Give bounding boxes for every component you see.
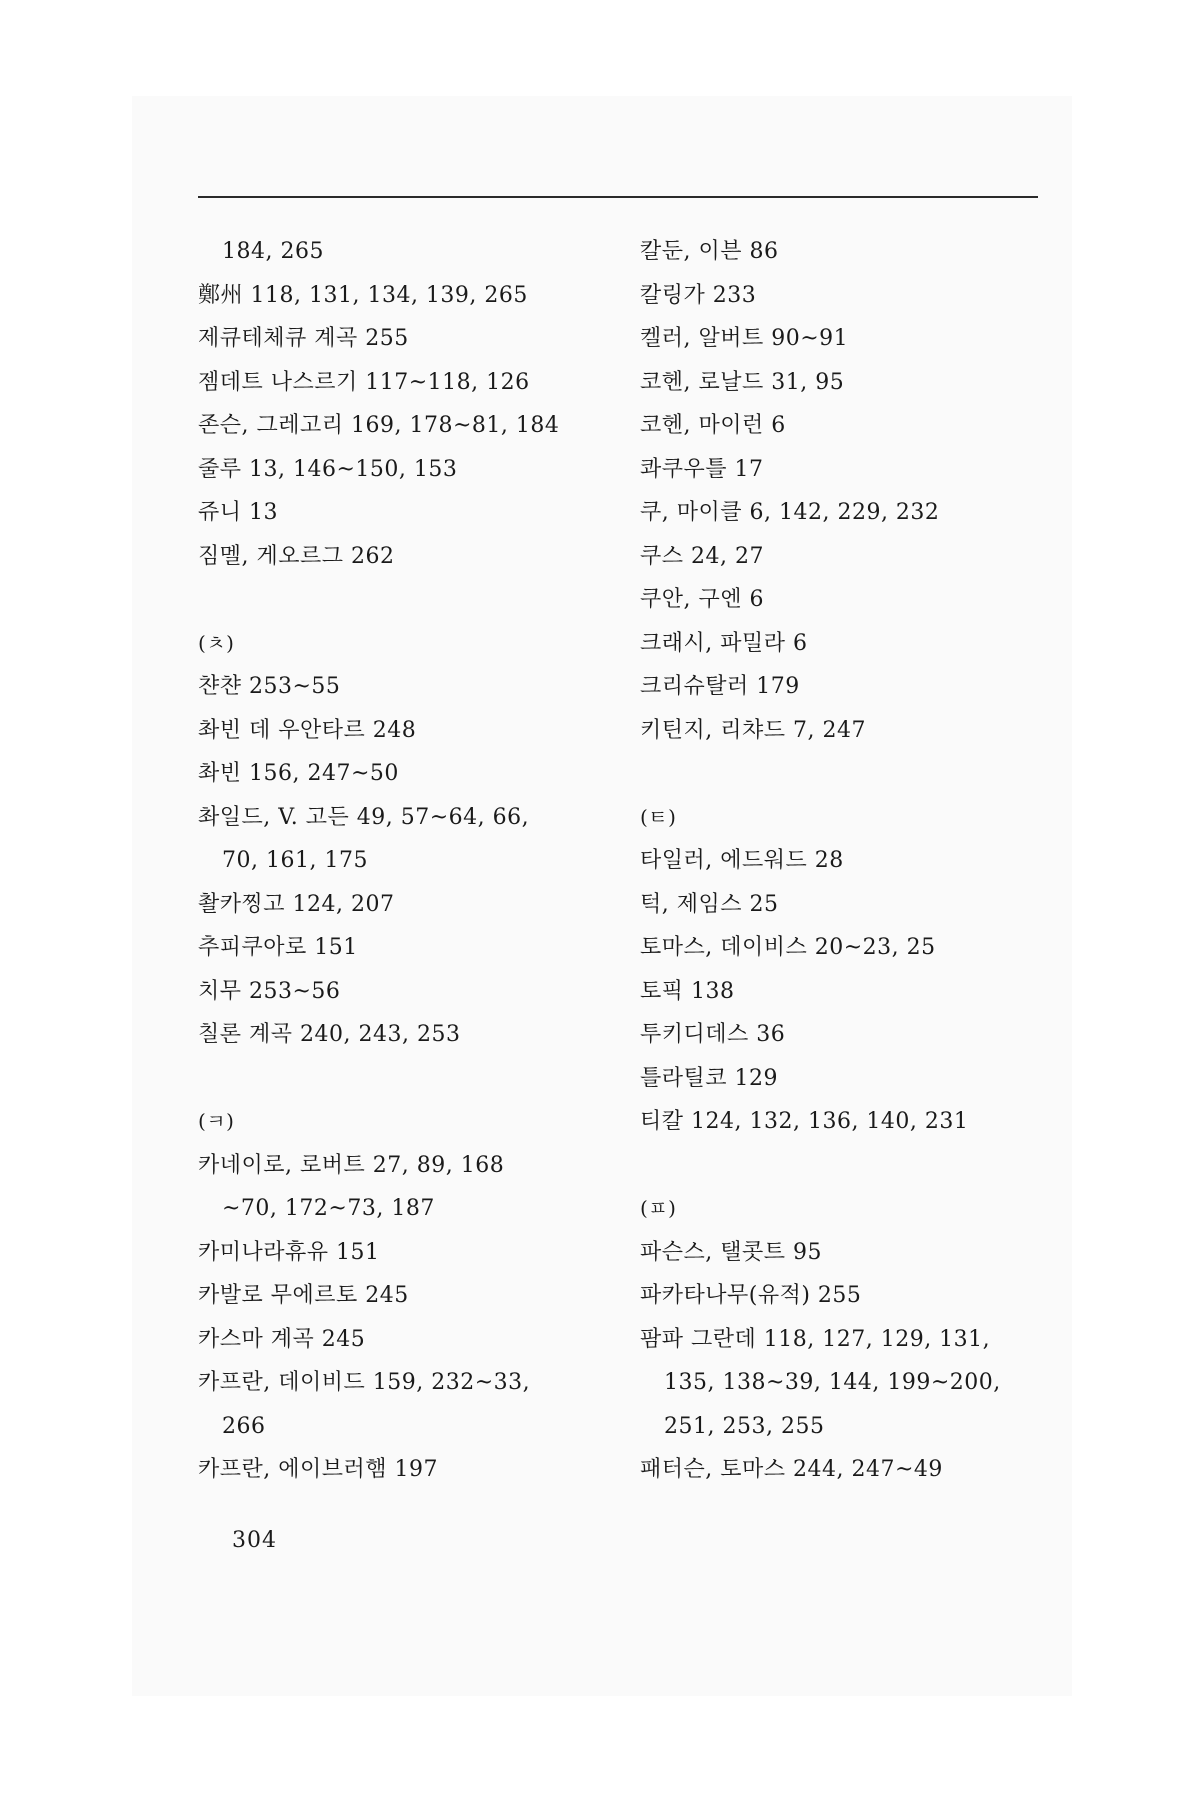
index-entry: 코헨, 로날드 31, 95: [640, 369, 845, 395]
index-entry: 카발로 무에르토 245: [198, 1283, 409, 1308]
index-entry: 70, 161, 175: [222, 848, 368, 873]
index-entry: 토픽 138: [640, 978, 735, 1004]
index-entry: 鄭州 118, 131, 134, 139, 265: [198, 282, 528, 308]
index-entry: 줄루 13, 146~150, 153: [198, 456, 458, 482]
index-entry: 쿠스 24, 27: [640, 543, 764, 569]
index-entry: 치무 253~56: [198, 978, 341, 1004]
index-entry: 키틴지, 리챠드 7, 247: [640, 717, 866, 743]
index-entry: 틀라틸코 129: [640, 1065, 778, 1091]
index-entry: 팜파 그란데 118, 127, 129, 131,: [640, 1326, 991, 1352]
index-entry: 쥬니 13: [198, 500, 278, 525]
index-entry: 촤일드, V. 고든 49, 57~64, 66,: [198, 804, 530, 830]
section-header: (ㅊ): [198, 630, 235, 655]
index-entry: 크리슈탈러 179: [640, 674, 800, 699]
index-column-right: [640, 230, 1060, 1492]
index-entry: 존슨, 그레고리 169, 178~81, 184: [198, 413, 560, 438]
page-number: 304: [232, 1528, 277, 1553]
index-entry: 카프란, 에이브러햄 197: [198, 1457, 438, 1482]
index-entry: 쿠, 마이클 6, 142, 229, 232: [640, 500, 940, 525]
index-entry: 쿠안, 구엔 6: [640, 587, 764, 612]
index-entry: 카스마 계곡 245: [198, 1326, 366, 1352]
index-column-left: [198, 230, 618, 1492]
top-rule: [198, 196, 1038, 198]
index-entry: 패터슨, 토마스 244, 247~49: [640, 1457, 943, 1482]
index-entry: 칠론 계곡 240, 243, 253: [198, 1022, 461, 1047]
index-entry: 턱, 제임스 25: [640, 891, 779, 917]
spacer: [198, 1057, 618, 1101]
index-entry: 칼둔, 이븐 86: [640, 239, 779, 264]
index-entry: 크래시, 파밀라 6: [640, 630, 808, 656]
index-entry: 촤빈 데 우안타르 248: [198, 717, 417, 743]
index-entry: 제큐테체큐 계곡 255: [198, 326, 409, 351]
index-entry: 251, 253, 255: [664, 1413, 825, 1439]
index-entry: 칼링가 233: [640, 282, 757, 308]
index-entry: 촬카찡고 124, 207: [198, 891, 395, 917]
index-entry: 토마스, 데이비스 20~23, 25: [640, 935, 936, 960]
index-entry: 챤챤 253~55: [198, 674, 341, 699]
index-entry: 젬데트 나스르기 117~118, 126: [198, 369, 530, 395]
spacer: [640, 1144, 1060, 1188]
spacer: [198, 578, 618, 622]
index-entry: 콰쿠우틀 17: [640, 456, 764, 482]
index-entry: 266: [222, 1413, 266, 1439]
index-entry: 184, 265: [222, 239, 324, 264]
spacer: [640, 752, 1060, 796]
index-entry: 짐멜, 게오르그 262: [198, 543, 395, 569]
index-entry: 카네이로, 로버트 27, 89, 168: [198, 1152, 505, 1178]
index-entry: 켈러, 알버트 90~91: [640, 326, 849, 351]
index-entry: 135, 138~39, 144, 199~200,: [664, 1370, 1001, 1395]
section-header: (ㅍ): [640, 1196, 677, 1220]
index-entry: 파카타나무(유적) 255: [640, 1283, 862, 1308]
index-entry: 티칼 124, 132, 136, 140, 231: [640, 1109, 969, 1134]
index-entry: 투키디데스 36: [640, 1022, 786, 1047]
index-entry: 추피쿠아로 151: [198, 935, 358, 960]
index-entry: 타일러, 에드워드 28: [640, 848, 844, 873]
index-entry: 카미나라휴유 151: [198, 1239, 380, 1265]
index-entry: ~70, 172~73, 187: [222, 1196, 435, 1221]
index-entry: 파슨스, 탤콧트 95: [640, 1239, 822, 1265]
section-header: (ㅋ): [198, 1109, 235, 1133]
index-entry: 코헨, 마이런 6: [640, 413, 786, 438]
index-entry: 카프란, 데이비드 159, 232~33,: [198, 1370, 531, 1395]
section-header: (ㅌ): [640, 804, 677, 829]
index-entry: 촤빈 156, 247~50: [198, 761, 399, 786]
